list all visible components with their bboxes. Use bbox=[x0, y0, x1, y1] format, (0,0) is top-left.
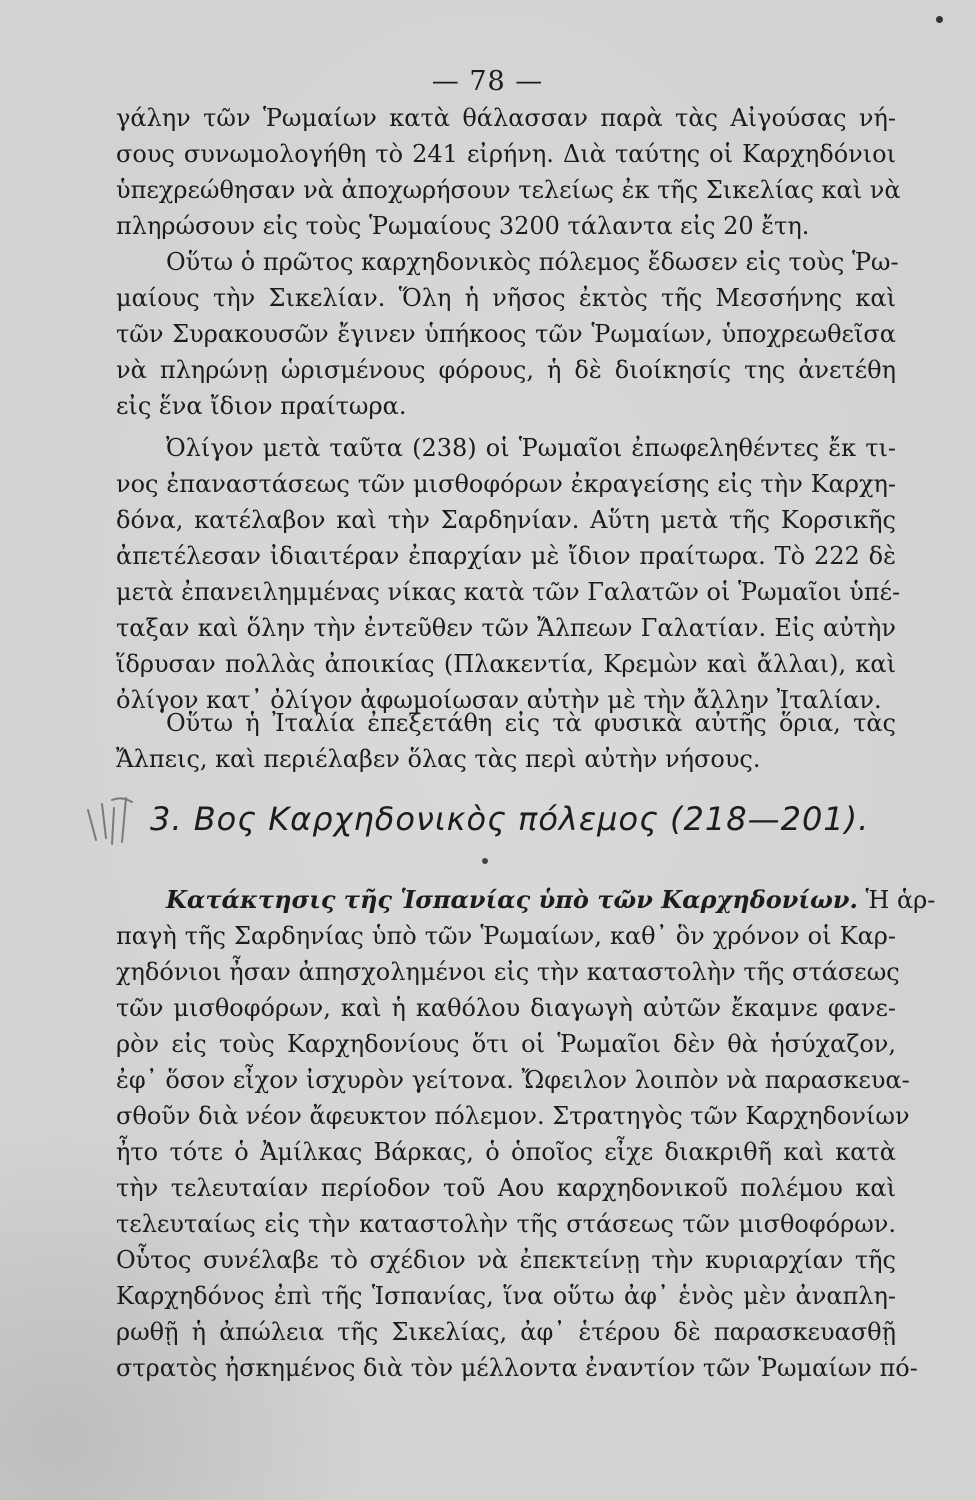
text-line: τελευταίως εἰς τὴν καταστολὴν τῆς στάσεως τῶν μισθοφόρων. bbox=[116, 1210, 896, 1238]
text-line: ὑπεχρεώθησαν νὰ ἀποχωρήσουν τελείως ἐκ τῆς Σικελίας καὶ νὰ bbox=[116, 176, 901, 204]
text-line: χηδόνιοι ἦσαν ἀπησχολημένοι εἰς τὴν καταστολὴν τῆς στάσεως bbox=[116, 958, 900, 986]
text-line bbox=[116, 882, 936, 918]
text-line: Οὕτω ἡ Ἰταλία ἐπεξετάθη εἰς τὰ φυσικὰ αὐτῆς ὅρια, τὰς bbox=[166, 709, 896, 737]
text-line: ταξαν καὶ ὅλην τὴν ἐντεῦθεν τῶν Ἄλπεων Γαλατίαν. Εἰς αὐτὴν bbox=[116, 614, 896, 642]
text-line: μετὰ ἐπανειλημμένας νίκας κατὰ τῶν Γαλατῶν οἱ Ῥωμαῖοι ὑπέ- bbox=[116, 578, 901, 606]
text-line: εἰς ἕνα ἴδιον πραίτωρα. bbox=[116, 392, 407, 420]
paragraph-2 bbox=[116, 430, 901, 718]
section-subhead: Κατάκτησις τῆς Ἱσπανίας ὑπὸ τῶν Καρχηδονίων. bbox=[166, 885, 858, 914]
text-line: σθοῦν διὰ νέον ἄφευκτον πόλεμον. Στρατηγὸς τῶν Καρχηδονίων bbox=[116, 1102, 910, 1130]
text-line: σους συνωμολογήθη τὸ 241 εἰρήνη. Διὰ ταύτης οἱ Καρχηδόνιοι bbox=[116, 140, 896, 168]
pencil-mark-icon bbox=[82, 790, 142, 860]
section-title: 3. Βος Καρχηδονικὸς πόλεμος (218—201). bbox=[150, 800, 870, 838]
text-line: Οὗτος συνέλαβε τὸ σχέδιον νὰ ἐπεκτείνῃ τὴν κυριαρχίαν τῆς bbox=[116, 1246, 896, 1274]
text-line: παγὴ τῆς Σαρδηνίας ὑπὸ τῶν Ῥωμαίων, καθ᾽ ὃν χρόνον οἱ Καρ- bbox=[116, 922, 896, 950]
text-line: ἵδρυσαν πολλὰς ἀποικίας (Πλακεντία, Κρεμὼν καὶ ἄλλαι), καὶ bbox=[116, 650, 896, 678]
text-line: ἐφ᾽ ὅσον εἶχον ἰσχυρὸν γείτονα. Ὤφειλον λοιπὸν νὰ παρασκευα- bbox=[116, 1066, 910, 1094]
text-line: ὀλίγον κατ᾽ ὀλίγον ἀφωμοίωσαν αὐτὴν μὲ τὴν ἄλλην Ἰταλίαν. bbox=[116, 686, 882, 714]
text-line: Ἄλπεις, καὶ περιέλαβεν ὅλας τὰς περὶ αὐτὴν νήσους. bbox=[116, 745, 761, 773]
paragraph-1 bbox=[116, 100, 901, 424]
text-line: Οὕτω ὁ πρῶτος καρχηδονικὸς πόλεμος ἔδωσεν εἰς τοὺς Ῥω- bbox=[166, 248, 899, 276]
text-line: Ὀλίγον μετὰ ταῦτα (238) οἱ Ῥωμαῖοι ἐπωφεληθέντες ἔκ τι- bbox=[166, 434, 896, 462]
text-line: νος ἐπαναστάσεως τῶν μισθοφόρων ἐκραγείσης εἰς τὴν Καρχη- bbox=[116, 470, 896, 498]
ink-spot bbox=[936, 16, 943, 23]
text-fragment: Ἡ ἁρ- bbox=[865, 886, 936, 914]
paragraph-3 bbox=[116, 705, 896, 777]
text-line: δόνα, κατέλαβον καὶ τὴν Σαρδηνίαν. Αὕτη μετὰ τῆς Κορσικῆς bbox=[116, 506, 896, 534]
text-line: μαίους τὴν Σικελίαν. Ὅλη ἡ νῆσος ἐκτὸς τῆς Μεσσήνης καὶ bbox=[116, 284, 896, 312]
text-line: γάλην τῶν Ῥωμαίων κατὰ θάλασσαν παρὰ τὰς Αἰγούσας νή- bbox=[116, 104, 896, 132]
ornament-dot bbox=[482, 858, 488, 864]
text-line: Καρχηδόνος ἐπὶ τῆς Ἱσπανίας, ἵνα οὕτω ἀφ᾽ ἑνὸς μὲν ἀναπλη- bbox=[116, 1282, 896, 1310]
page-number: — 78 — bbox=[431, 66, 544, 97]
section-body bbox=[116, 882, 936, 1386]
text-line: ἀπετέλεσαν ἰδιαιτέραν ἐπαρχίαν μὲ ἴδιον πραίτωρα. Τὸ 222 δὲ bbox=[116, 542, 896, 570]
text-line: στρατὸς ἠσκημένος διὰ τὸν μέλλοντα ἐναντίον τῶν Ῥωμαίων πό- bbox=[116, 1354, 918, 1382]
text-line: τῶν μισθοφόρων, καὶ ἡ καθόλου διαγωγὴ αὐτῶν ἔκαμνε φανε- bbox=[116, 994, 896, 1022]
text-line: ρωθῇ ἡ ἀπώλεια τῆς Σικελίας, ἀφ᾽ ἑτέρου δὲ παρασκευασθῇ bbox=[116, 1318, 896, 1346]
text-line: τῶν Συρακουσῶν ἔγινεν ὑπήκοος τῶν Ῥωμαίων, ὑποχρεωθεῖσα bbox=[116, 320, 896, 348]
text-line: τὴν τελευταίαν περίοδον τοῦ Αου καρχηδονικοῦ πολέμου καὶ bbox=[116, 1174, 896, 1202]
text-line: πληρώσουν εἰς τοὺς Ῥωμαίους 3200 τάλαντα εἰς 20 ἔτη. bbox=[116, 212, 810, 240]
text-line: ἦτο τότε ὁ Ἀμίλκας Βάρκας, ὁ ὁποῖος εἶχε διακριθῆ καὶ κατὰ bbox=[116, 1138, 896, 1166]
text-line: νὰ πληρώνῃ ὡρισμένους φόρους, ἡ δὲ διοίκησίς της ἀνετέθη bbox=[116, 356, 896, 384]
text-line: ρὸν εἰς τοὺς Καρχηδονίους ὅτι οἱ Ῥωμαῖοι δὲν θὰ ἡσύχαζον, bbox=[116, 1030, 896, 1058]
